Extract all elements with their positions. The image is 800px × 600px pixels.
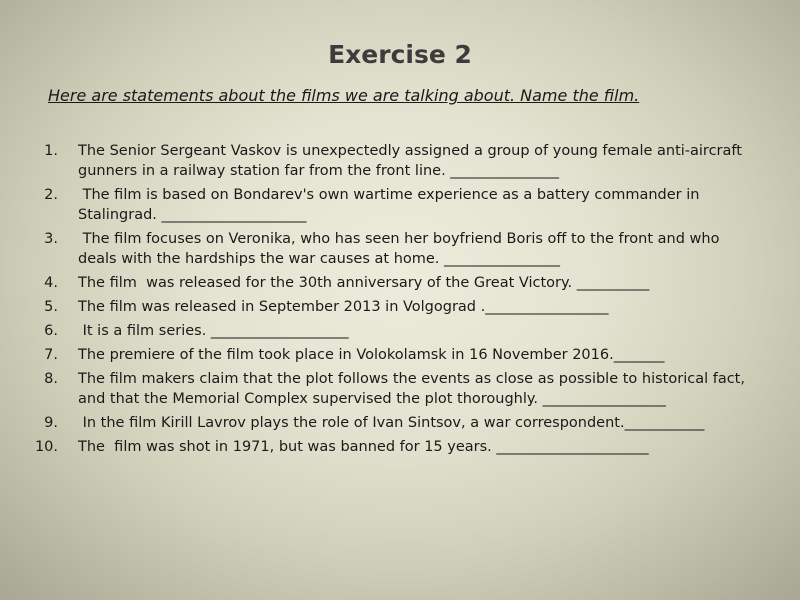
instructions-subtitle: Here are statements about the films we are talking about. Name the film. xyxy=(48,86,640,105)
item-number: 9. xyxy=(44,415,58,431)
item-number: 6. xyxy=(44,323,58,339)
item-number: 4. xyxy=(44,275,58,291)
item-text: The premiere of the film took place in Volokolamsk in 16 November 2016._______ xyxy=(78,347,665,363)
item-number: 10. xyxy=(34,439,58,455)
list-item xyxy=(0,229,800,269)
item-number: 5. xyxy=(44,299,58,315)
item-text: The film is based on Bondarev's own wartime experience as a battery commander in Stalingrad. ____________________ xyxy=(78,187,705,223)
item-number: 7. xyxy=(44,347,58,363)
item-number: 1. xyxy=(44,143,58,159)
list-item xyxy=(0,321,800,341)
item-text: It is a film series. ___________________ xyxy=(78,323,349,339)
item-text: The film was released in September 2013 in Volgograd ._________________ xyxy=(78,299,609,315)
item-text: The film was shot in 1971, but was banned for 15 years. _____________________ xyxy=(78,439,649,455)
list-item xyxy=(0,141,800,181)
item-text: The film focuses on Veronika, who has seen her boyfriend Boris off to the front and who deals with the hardships the war causes at home. ________________ xyxy=(78,231,725,267)
page-title: Exercise 2 xyxy=(328,40,472,69)
list-item xyxy=(0,369,800,409)
item-number: 3. xyxy=(44,231,58,247)
item-text: The film was released for the 30th anniversary of the Great Victory. __________ xyxy=(78,275,650,291)
statements-list xyxy=(0,141,800,461)
list-item xyxy=(0,273,800,293)
item-number: 8. xyxy=(44,371,58,387)
list-item xyxy=(0,437,800,457)
list-item xyxy=(0,185,800,225)
list-item xyxy=(0,345,800,365)
list-item xyxy=(0,413,800,433)
item-number: 2. xyxy=(44,187,58,203)
list-item xyxy=(0,297,800,317)
item-text: In the film Kirill Lavrov plays the role of Ivan Sintsov, a war correspondent.___________ xyxy=(78,415,705,431)
item-text: The Senior Sergeant Vaskov is unexpectedly assigned a group of young female anti-aircraft gunners in a railway station far from the front line. _______________ xyxy=(78,143,747,179)
item-text: The film makers claim that the plot follows the events as close as possible to historical fact, and that the Memorial Complex supervised the plot thoroughly. _________________ xyxy=(78,371,750,407)
